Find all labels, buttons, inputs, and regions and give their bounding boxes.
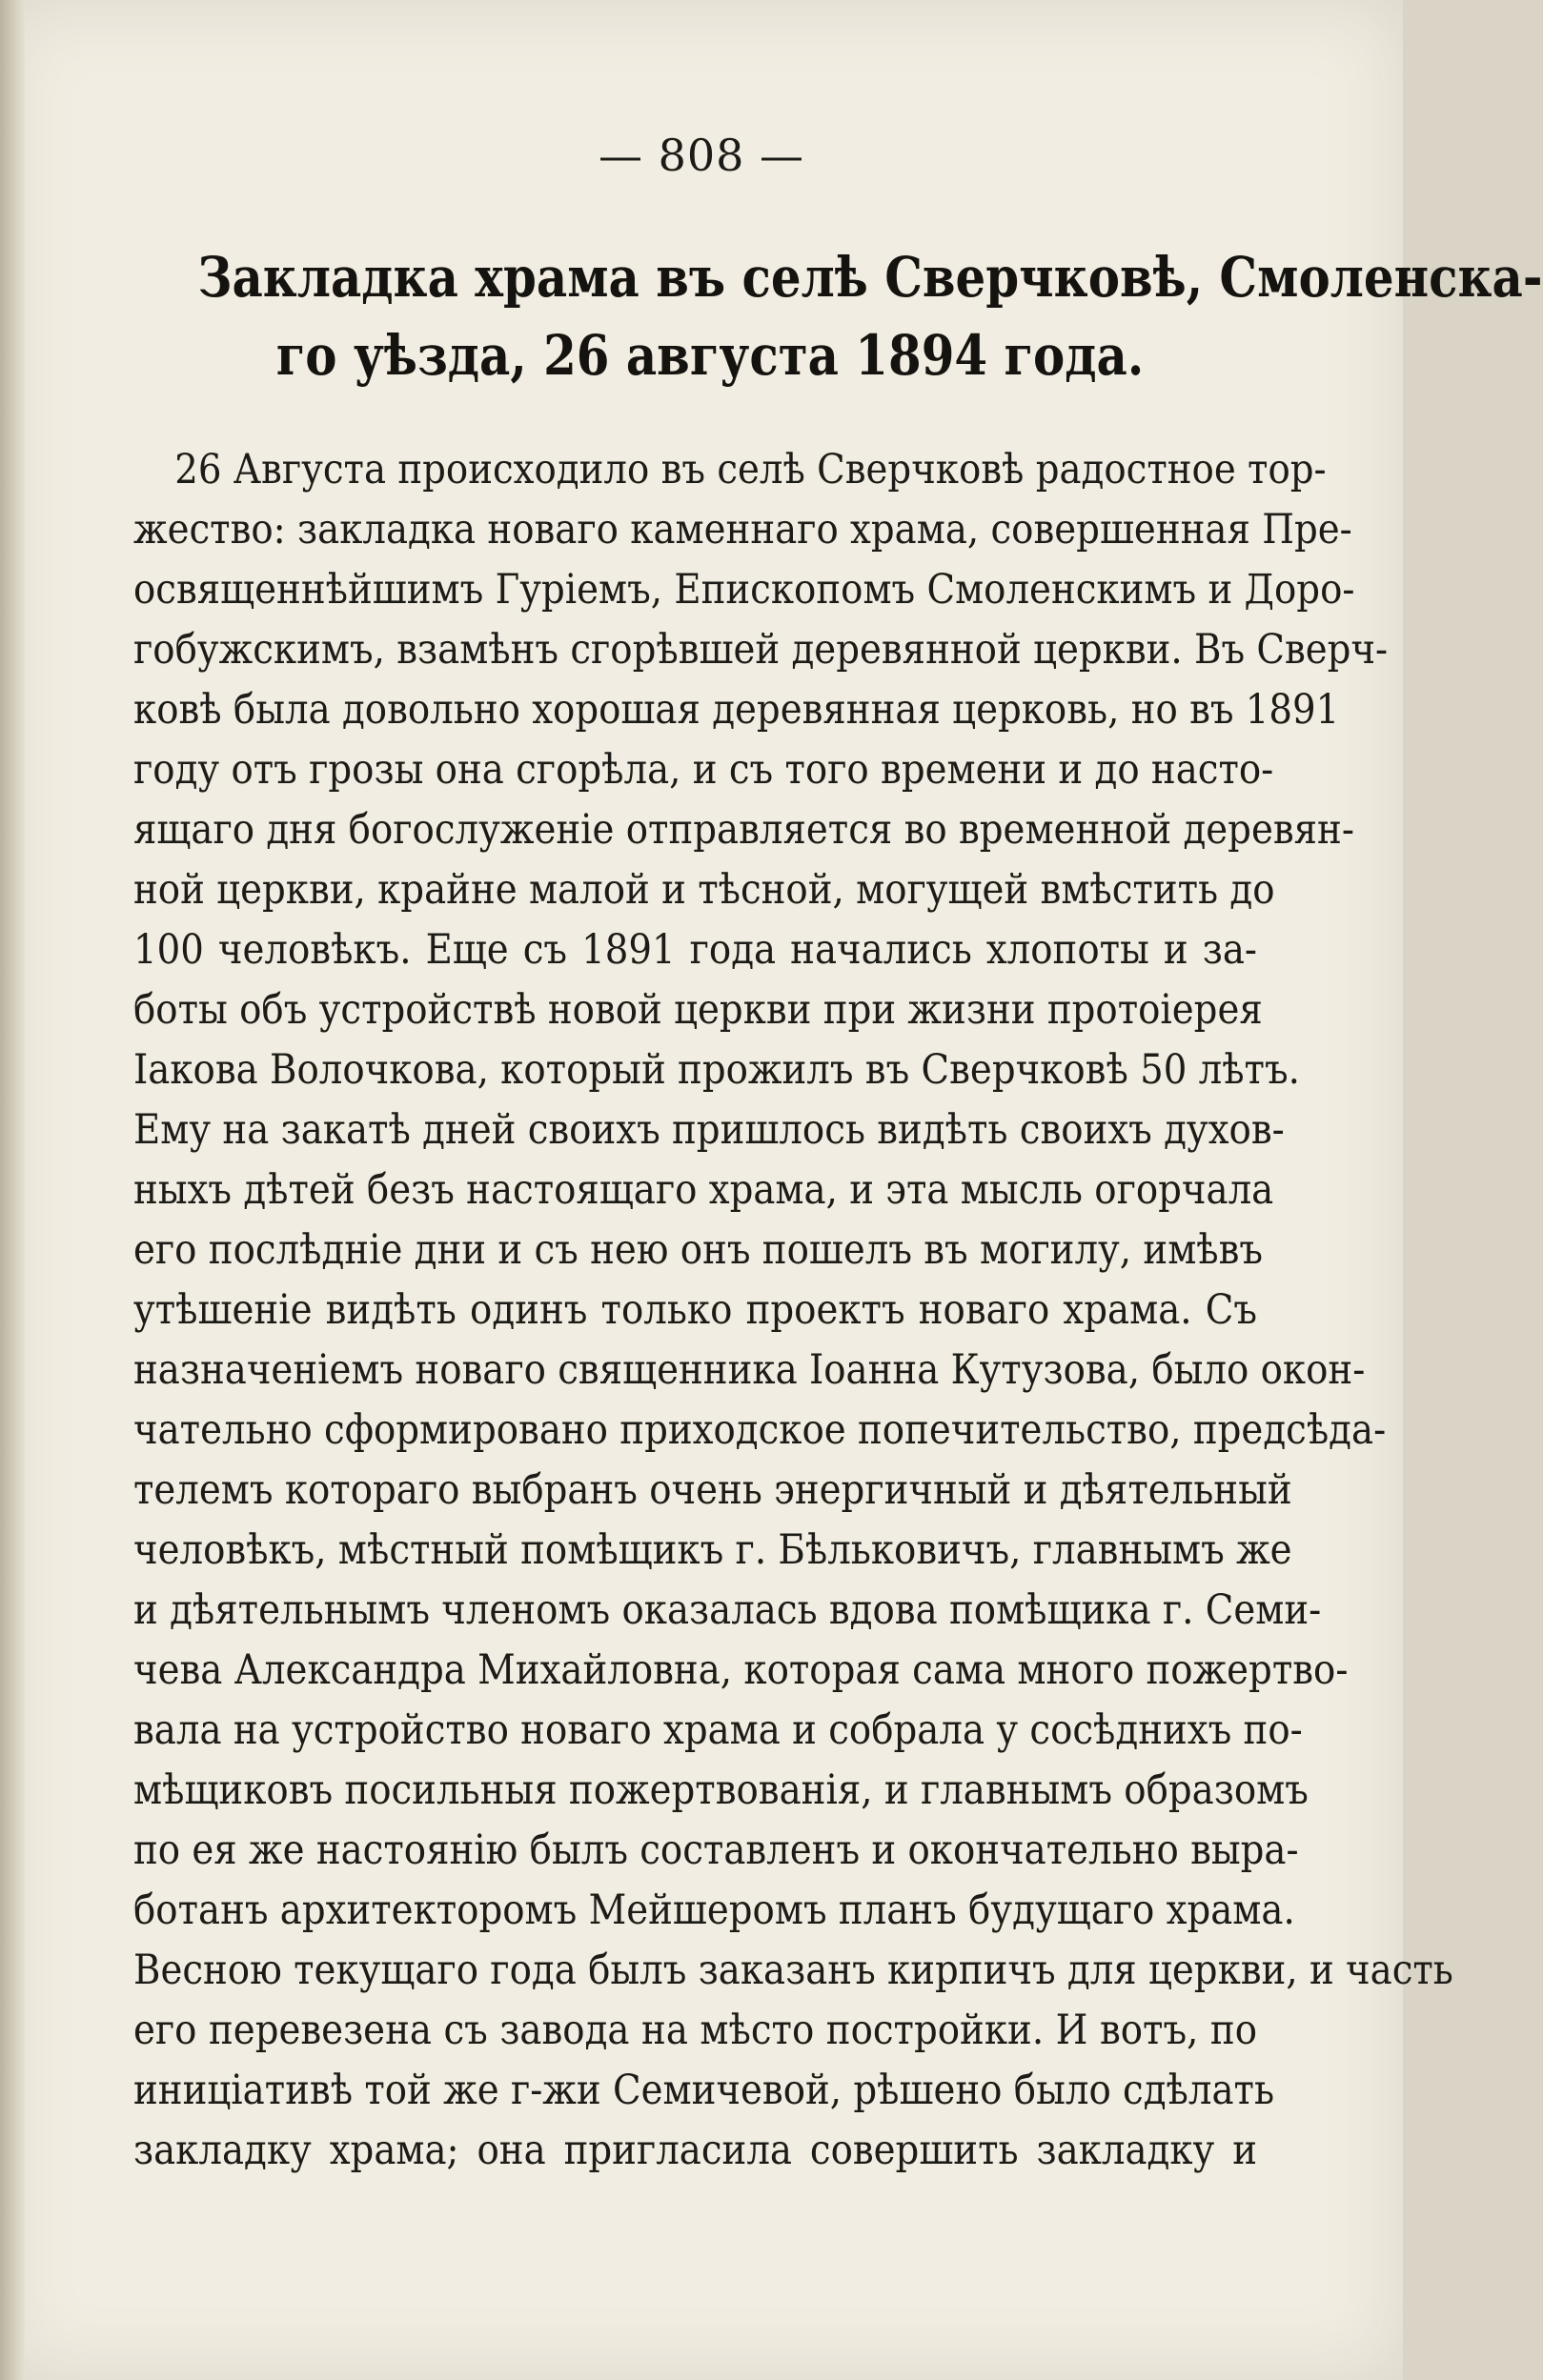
title-line: го уѣзда, 26 августа 1894 года.: [275, 323, 1145, 388]
body-line: ботанъ архитекторомъ Мейшеромъ планъ будущаго храма.: [133, 1886, 1295, 1934]
body-line: человѣкъ, мѣстный помѣщикъ г. Бѣльковичъ, главнымъ же: [133, 1526, 1292, 1574]
body-line: 100 человѣкъ. Еще съ 1891 года начались хлопоты и за-: [133, 926, 1257, 974]
page-binding-edge: [0, 0, 25, 2380]
body-line: ковѣ была довольно хорошая деревянная церковь, но въ 1891: [133, 686, 1340, 734]
body-line: ныхъ дѣтей безъ настоящаго храма, и эта мысль огорчала: [133, 1166, 1274, 1214]
article-body: [133, 440, 1453, 2181]
article-title: [197, 238, 1543, 394]
body-line: ной церкви, крайне малой и тѣсной, могущей вмѣстить до: [133, 866, 1275, 914]
body-line: телемъ котораго выбранъ очень энергичный и дѣятельный: [133, 1466, 1292, 1514]
body-line: жество: закладка новаго каменнаго храма, совершенная Пре-: [133, 506, 1352, 554]
body-line: вала на устройство новаго храма и собрала у сосѣднихъ по-: [133, 1706, 1303, 1754]
body-line: мѣщиковъ посильныя пожертвованія, и главнымъ образомъ: [133, 1766, 1309, 1814]
body-line: утѣшеніе видѣть одинъ только проектъ новаго храма. Съ: [133, 1286, 1257, 1334]
title-line: Закладка храма въ селѣ Сверчковѣ, Смоленска-: [197, 245, 1543, 310]
body-line: ящаго дня богослуженіе отправляется во временной деревян-: [133, 806, 1354, 854]
body-line: закладку храма; она пригласила совершить закладку и: [133, 2127, 1257, 2174]
body-line: 26 Августа происходило въ селѣ Сверчковѣ радостное тор-: [174, 446, 1327, 494]
body-line: освященнѣйшимъ Гуріемъ, Епископомъ Смоленскимъ и Доро-: [133, 566, 1355, 614]
body-line: Ему на закатѣ дней своихъ пришлось видѣть своихъ духов-: [133, 1106, 1285, 1154]
body-line: по ея же настоянію былъ составленъ и окончательно выра-: [133, 1826, 1299, 1874]
body-line: году отъ грозы она сгорѣла, и съ того времени и до насто-: [133, 746, 1274, 794]
body-line: иниціативѣ той же г-жи Семичевой, рѣшено было сдѣлать: [133, 2067, 1275, 2114]
body-line: чева Александра Михайловна, которая сама много пожертво-: [133, 1646, 1349, 1694]
body-line: назначеніемъ новаго священника Іоанна Кутузова, было окон-: [133, 1346, 1366, 1394]
body-line: и дѣятельнымъ членомъ оказалась вдова помѣщика г. Семи-: [133, 1586, 1322, 1634]
body-line: его послѣдніе дни и съ нею онъ пошелъ въ могилу, имѣвъ: [133, 1226, 1264, 1274]
body-line: его перевезена съ завода на мѣсто постройки. И вотъ, по: [133, 2007, 1257, 2054]
page-number: — 808 —: [598, 130, 805, 181]
body-line: Весною текущаго года былъ заказанъ кирпичъ для церкви, и часть: [133, 1946, 1453, 1994]
body-line: чательно сформировано приходское попечительство, предсѣда-: [133, 1406, 1387, 1454]
body-line: боты объ устройствѣ новой церкви при жизни протоіерея: [133, 986, 1263, 1034]
body-line: гобужскимъ, взамѣнъ сгорѣвшей деревянной церкви. Въ Сверч-: [133, 626, 1389, 674]
body-line: Іакова Волочкова, который прожилъ въ Сверчковѣ 50 лѣтъ.: [133, 1046, 1300, 1094]
